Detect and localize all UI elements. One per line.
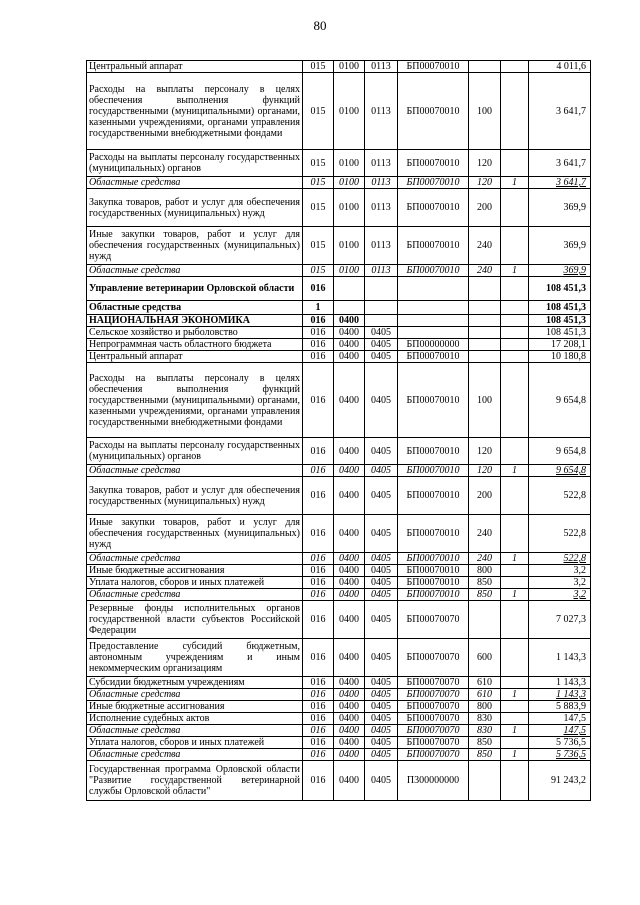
cell-code-pr: 0405 <box>365 639 398 677</box>
cell-code-gr: 016 <box>303 553 334 565</box>
table-row <box>87 677 591 689</box>
cell-item-name: Сельское хозяйство и рыболовство <box>87 327 303 339</box>
cell-item-name: Центральный аппарат <box>87 61 303 73</box>
table-row <box>87 725 591 737</box>
cell-code-gr: 016 <box>303 327 334 339</box>
cell-code-csr: БП00070070 <box>398 701 469 713</box>
cell-code-csr: БП00070010 <box>398 465 469 477</box>
cell-code-vr: 120 <box>469 150 501 177</box>
cell-code-csr <box>398 327 469 339</box>
cell-code-vr <box>469 301 501 315</box>
cell-item-name: Закупка товаров, работ и услуг для обеспечения государственных (муниципальных) нужд <box>87 477 303 515</box>
cell-code-vr <box>469 601 501 639</box>
table-body <box>87 61 591 801</box>
cell-code-csr: БП00070070 <box>398 713 469 725</box>
cell-code-vr: 850 <box>469 589 501 601</box>
cell-amount: 369,9 <box>529 227 591 265</box>
cell-amount: 147,5 <box>529 713 591 725</box>
table-row <box>87 713 591 725</box>
cell-code-csr: БП00070010 <box>398 351 469 363</box>
cell-item-name: Центральный аппарат <box>87 351 303 363</box>
cell-code-csr: БП00070010 <box>398 265 469 277</box>
table-row <box>87 277 591 301</box>
table-row <box>87 265 591 277</box>
cell-code-rz: 0400 <box>334 438 365 465</box>
table-row <box>87 189 591 227</box>
cell-code-source: 1 <box>501 265 529 277</box>
cell-code-gr: 015 <box>303 227 334 265</box>
table-row <box>87 577 591 589</box>
cell-item-name: Областные средства <box>87 689 303 701</box>
cell-code-pr: 0113 <box>365 73 398 150</box>
cell-item-name: Областные средства <box>87 725 303 737</box>
cell-code-pr <box>365 315 398 327</box>
cell-code-vr: 120 <box>469 438 501 465</box>
cell-code-csr: БП00070010 <box>398 553 469 565</box>
cell-code-vr: 610 <box>469 689 501 701</box>
cell-code-csr: БП00070010 <box>398 363 469 438</box>
cell-code-pr: 0405 <box>365 339 398 351</box>
cell-code-pr: 0405 <box>365 761 398 801</box>
cell-code-vr <box>469 351 501 363</box>
cell-code-rz: 0100 <box>334 61 365 73</box>
cell-amount: 108 451,3 <box>529 315 591 327</box>
cell-code-source <box>501 339 529 351</box>
table-row <box>87 351 591 363</box>
cell-code-rz: 0400 <box>334 565 365 577</box>
table-row <box>87 438 591 465</box>
cell-code-gr: 016 <box>303 515 334 553</box>
cell-code-pr: 0405 <box>365 601 398 639</box>
cell-code-source <box>501 189 529 227</box>
cell-amount: 108 451,3 <box>529 301 591 315</box>
table-row <box>87 565 591 577</box>
cell-code-csr: БП00070010 <box>398 515 469 553</box>
cell-amount: 369,9 <box>529 265 591 277</box>
cell-code-vr: 830 <box>469 713 501 725</box>
cell-code-rz: 0400 <box>334 327 365 339</box>
cell-code-vr: 800 <box>469 565 501 577</box>
cell-code-pr: 0405 <box>365 725 398 737</box>
cell-code-source: 1 <box>501 749 529 761</box>
cell-amount: 91 243,2 <box>529 761 591 801</box>
cell-item-name: Областные средства <box>87 589 303 601</box>
cell-code-gr: 016 <box>303 749 334 761</box>
cell-item-name: Иные бюджетные ассигнования <box>87 565 303 577</box>
cell-code-source <box>501 639 529 677</box>
table-row <box>87 465 591 477</box>
cell-code-rz: 0100 <box>334 227 365 265</box>
cell-amount: 522,8 <box>529 477 591 515</box>
cell-code-csr: БП00070070 <box>398 749 469 761</box>
cell-code-pr: 0405 <box>365 565 398 577</box>
cell-code-pr: 0405 <box>365 553 398 565</box>
cell-amount: 17 208,1 <box>529 339 591 351</box>
cell-code-rz: 0400 <box>334 315 365 327</box>
cell-code-rz: 0400 <box>334 553 365 565</box>
cell-code-rz <box>334 277 365 301</box>
cell-code-rz: 0400 <box>334 639 365 677</box>
cell-code-vr: 800 <box>469 701 501 713</box>
cell-code-source <box>501 577 529 589</box>
cell-code-csr: БП00070070 <box>398 737 469 749</box>
cell-code-rz: 0400 <box>334 363 365 438</box>
cell-item-name: Управление ветеринарии Орловской области <box>87 277 303 301</box>
table-row <box>87 327 591 339</box>
cell-item-name: Закупка товаров, работ и услуг для обеспечения государственных (муниципальных) нужд <box>87 189 303 227</box>
cell-item-name: Областные средства <box>87 465 303 477</box>
cell-code-vr: 100 <box>469 73 501 150</box>
cell-code-source <box>501 315 529 327</box>
cell-amount: 3 641,7 <box>529 150 591 177</box>
cell-code-source <box>501 363 529 438</box>
cell-code-source <box>501 713 529 725</box>
cell-code-vr: 830 <box>469 725 501 737</box>
cell-amount: 5 736,5 <box>529 749 591 761</box>
cell-item-name: Субсидии бюджетным учреждениям <box>87 677 303 689</box>
cell-item-name: Предоставление субсидий бюджетным, автономным учреждениям и иным некоммерческим организациям <box>87 639 303 677</box>
cell-code-gr: 016 <box>303 761 334 801</box>
cell-amount: 10 180,8 <box>529 351 591 363</box>
cell-code-vr: 850 <box>469 737 501 749</box>
cell-code-source: 1 <box>501 553 529 565</box>
cell-code-rz: 0400 <box>334 749 365 761</box>
table-row <box>87 339 591 351</box>
cell-code-csr: БП00070070 <box>398 601 469 639</box>
cell-code-pr: 0405 <box>365 327 398 339</box>
cell-item-name: Непрограммная часть областного бюджета <box>87 339 303 351</box>
cell-item-name: Расходы на выплаты персоналу государственных (муниципальных) органов <box>87 438 303 465</box>
cell-code-source: 1 <box>501 725 529 737</box>
cell-amount: 1 143,3 <box>529 689 591 701</box>
cell-code-source <box>501 737 529 749</box>
cell-code-gr: 016 <box>303 639 334 677</box>
cell-code-gr: 016 <box>303 677 334 689</box>
cell-code-source <box>501 301 529 315</box>
cell-code-source <box>501 227 529 265</box>
cell-code-vr: 850 <box>469 577 501 589</box>
cell-code-vr: 610 <box>469 677 501 689</box>
cell-item-name: Областные средства <box>87 177 303 189</box>
cell-code-csr: БП00070070 <box>398 689 469 701</box>
cell-code-pr: 0405 <box>365 363 398 438</box>
cell-code-vr <box>469 327 501 339</box>
cell-code-csr: БП00070010 <box>398 227 469 265</box>
cell-code-gr: 016 <box>303 477 334 515</box>
cell-code-csr: БП00070070 <box>398 677 469 689</box>
cell-code-rz: 0400 <box>334 465 365 477</box>
cell-code-pr: 0405 <box>365 737 398 749</box>
cell-code-gr: 1 <box>303 301 334 315</box>
cell-code-rz: 0100 <box>334 177 365 189</box>
cell-amount: 3,2 <box>529 565 591 577</box>
cell-code-rz: 0100 <box>334 189 365 227</box>
cell-code-vr: 850 <box>469 749 501 761</box>
cell-code-pr: 0113 <box>365 61 398 73</box>
table-row <box>87 177 591 189</box>
cell-code-pr <box>365 301 398 315</box>
cell-code-vr: 120 <box>469 177 501 189</box>
table-row <box>87 227 591 265</box>
cell-code-vr <box>469 339 501 351</box>
cell-code-gr: 016 <box>303 577 334 589</box>
cell-code-csr: БП00070070 <box>398 725 469 737</box>
cell-amount: 1 143,3 <box>529 639 591 677</box>
cell-code-rz: 0400 <box>334 713 365 725</box>
cell-item-name: Уплата налогов, сборов и иных платежей <box>87 737 303 749</box>
cell-code-csr: БП00070010 <box>398 150 469 177</box>
cell-code-pr: 0405 <box>365 515 398 553</box>
cell-amount: 3 641,7 <box>529 177 591 189</box>
cell-code-pr: 0405 <box>365 713 398 725</box>
cell-item-name: Областные средства <box>87 553 303 565</box>
cell-code-vr <box>469 761 501 801</box>
cell-code-source <box>501 701 529 713</box>
cell-code-gr: 016 <box>303 339 334 351</box>
cell-code-rz: 0100 <box>334 73 365 150</box>
cell-amount: 5 736,5 <box>529 737 591 749</box>
cell-item-name: Областные средства <box>87 265 303 277</box>
table-row <box>87 315 591 327</box>
cell-item-name: Расходы на выплаты персоналу государственных (муниципальных) органов <box>87 150 303 177</box>
cell-code-source <box>501 351 529 363</box>
cell-code-gr: 016 <box>303 351 334 363</box>
cell-code-vr: 240 <box>469 227 501 265</box>
cell-code-rz: 0400 <box>334 339 365 351</box>
cell-item-name: Иные закупки товаров, работ и услуг для обеспечения государственных (муниципальных) нужд <box>87 515 303 553</box>
cell-code-csr: БП00070010 <box>398 565 469 577</box>
cell-code-gr: 016 <box>303 315 334 327</box>
cell-code-pr: 0405 <box>365 701 398 713</box>
cell-code-gr: 015 <box>303 61 334 73</box>
cell-code-gr: 016 <box>303 601 334 639</box>
page-number: 80 <box>313 18 327 33</box>
cell-code-vr: 240 <box>469 553 501 565</box>
cell-code-gr: 015 <box>303 265 334 277</box>
table-row <box>87 363 591 438</box>
cell-code-csr: П300000000 <box>398 761 469 801</box>
cell-code-gr: 015 <box>303 73 334 150</box>
cell-item-name: Иные бюджетные ассигнования <box>87 701 303 713</box>
cell-code-gr: 015 <box>303 177 334 189</box>
cell-amount: 522,8 <box>529 553 591 565</box>
cell-item-name: Уплата налогов, сборов и иных платежей <box>87 577 303 589</box>
cell-code-source <box>501 150 529 177</box>
cell-code-csr: БП00070010 <box>398 589 469 601</box>
cell-code-csr: БП00070010 <box>398 438 469 465</box>
cell-code-vr <box>469 315 501 327</box>
table-row <box>87 761 591 801</box>
cell-code-rz: 0400 <box>334 515 365 553</box>
cell-code-gr: 016 <box>303 701 334 713</box>
cell-code-source: 1 <box>501 465 529 477</box>
cell-item-name: НАЦИОНАЛЬНАЯ ЭКОНОМИКА <box>87 315 303 327</box>
cell-code-csr: БП00070010 <box>398 577 469 589</box>
cell-code-rz: 0400 <box>334 477 365 515</box>
cell-code-vr: 200 <box>469 189 501 227</box>
cell-code-vr: 120 <box>469 465 501 477</box>
cell-code-rz: 0400 <box>334 725 365 737</box>
cell-code-source: 1 <box>501 589 529 601</box>
cell-item-name: Резервные фонды исполнительных органов государственной власти субъектов Российской Федерации <box>87 601 303 639</box>
cell-code-rz: 0400 <box>334 737 365 749</box>
cell-code-source <box>501 601 529 639</box>
cell-code-csr <box>398 277 469 301</box>
cell-code-source: 1 <box>501 177 529 189</box>
cell-code-pr: 0405 <box>365 465 398 477</box>
cell-code-gr: 016 <box>303 363 334 438</box>
cell-amount: 1 143,3 <box>529 677 591 689</box>
cell-amount: 3 641,7 <box>529 73 591 150</box>
cell-amount: 3,2 <box>529 589 591 601</box>
cell-item-name: Государственная программа Орловской области "Развитие государственной ветеринарной службы Орловской области" <box>87 761 303 801</box>
table-row <box>87 515 591 553</box>
table-row <box>87 553 591 565</box>
cell-code-pr: 0405 <box>365 689 398 701</box>
cell-code-csr: БП00070010 <box>398 73 469 150</box>
table-row <box>87 477 591 515</box>
cell-item-name: Областные средства <box>87 749 303 761</box>
cell-code-pr: 0113 <box>365 177 398 189</box>
cell-code-pr: 0405 <box>365 749 398 761</box>
table-row <box>87 701 591 713</box>
cell-code-rz <box>334 301 365 315</box>
cell-code-source <box>501 73 529 150</box>
cell-item-name: Исполнение судебных актов <box>87 713 303 725</box>
cell-code-csr: БП00070070 <box>398 639 469 677</box>
cell-code-csr: БП00070010 <box>398 477 469 515</box>
cell-code-rz: 0400 <box>334 701 365 713</box>
cell-code-rz: 0400 <box>334 589 365 601</box>
cell-code-csr <box>398 301 469 315</box>
cell-code-pr: 0405 <box>365 577 398 589</box>
cell-amount: 522,8 <box>529 515 591 553</box>
cell-code-gr: 015 <box>303 189 334 227</box>
cell-code-pr <box>365 277 398 301</box>
cell-code-source <box>501 515 529 553</box>
cell-code-pr: 0405 <box>365 438 398 465</box>
cell-amount: 3,2 <box>529 577 591 589</box>
cell-code-rz: 0400 <box>334 577 365 589</box>
cell-amount: 108 451,3 <box>529 277 591 301</box>
cell-code-vr: 200 <box>469 477 501 515</box>
cell-code-gr: 016 <box>303 589 334 601</box>
cell-code-source: 1 <box>501 689 529 701</box>
cell-amount: 9 654,8 <box>529 363 591 438</box>
cell-amount: 7 027,3 <box>529 601 591 639</box>
cell-code-gr: 016 <box>303 725 334 737</box>
cell-code-rz: 0400 <box>334 761 365 801</box>
table-row <box>87 601 591 639</box>
budget-table <box>86 60 591 801</box>
cell-code-csr: БП00000000 <box>398 339 469 351</box>
cell-code-vr <box>469 61 501 73</box>
cell-code-source <box>501 565 529 577</box>
cell-code-source <box>501 477 529 515</box>
cell-code-source <box>501 61 529 73</box>
cell-code-source <box>501 761 529 801</box>
cell-code-vr: 600 <box>469 639 501 677</box>
cell-amount: 4 011,6 <box>529 61 591 73</box>
cell-code-vr: 240 <box>469 265 501 277</box>
cell-code-gr: 016 <box>303 465 334 477</box>
cell-code-pr: 0405 <box>365 677 398 689</box>
cell-code-pr: 0113 <box>365 265 398 277</box>
cell-amount: 369,9 <box>529 189 591 227</box>
cell-code-pr: 0405 <box>365 351 398 363</box>
cell-code-source <box>501 438 529 465</box>
cell-code-gr: 016 <box>303 713 334 725</box>
table-row <box>87 150 591 177</box>
cell-code-pr: 0405 <box>365 589 398 601</box>
cell-code-csr <box>398 315 469 327</box>
table-row <box>87 689 591 701</box>
cell-code-source <box>501 327 529 339</box>
cell-code-rz: 0400 <box>334 677 365 689</box>
cell-code-pr: 0113 <box>365 227 398 265</box>
cell-code-rz: 0400 <box>334 689 365 701</box>
table-row <box>87 61 591 73</box>
table-row <box>87 639 591 677</box>
cell-code-gr: 015 <box>303 150 334 177</box>
cell-item-name: Расходы на выплаты персоналу в целях обеспечения выполнения функций государственными (муниципальными) органами, казенными учреждениями, органами управления государственными внебюджетными фондами <box>87 363 303 438</box>
table-row <box>87 73 591 150</box>
cell-code-csr: БП00070010 <box>398 189 469 227</box>
cell-item-name: Иные закупки товаров, работ и услуг для обеспечения государственных (муниципальных) нужд <box>87 227 303 265</box>
cell-amount: 9 654,8 <box>529 438 591 465</box>
table-row <box>87 749 591 761</box>
cell-code-pr: 0405 <box>365 477 398 515</box>
cell-code-csr: БП00070010 <box>398 177 469 189</box>
cell-code-vr: 240 <box>469 515 501 553</box>
cell-code-rz: 0400 <box>334 351 365 363</box>
cell-code-rz: 0100 <box>334 265 365 277</box>
cell-code-pr: 0113 <box>365 189 398 227</box>
cell-code-pr: 0113 <box>365 150 398 177</box>
cell-code-source <box>501 677 529 689</box>
cell-amount: 9 654,8 <box>529 465 591 477</box>
cell-code-gr: 016 <box>303 737 334 749</box>
cell-code-source <box>501 277 529 301</box>
cell-amount: 147,5 <box>529 725 591 737</box>
cell-code-vr <box>469 277 501 301</box>
cell-code-gr: 016 <box>303 277 334 301</box>
table-row <box>87 301 591 315</box>
cell-code-gr: 016 <box>303 438 334 465</box>
cell-code-rz: 0400 <box>334 601 365 639</box>
cell-code-csr: БП00070010 <box>398 61 469 73</box>
cell-code-gr: 016 <box>303 565 334 577</box>
cell-code-vr: 100 <box>469 363 501 438</box>
table-row <box>87 737 591 749</box>
cell-amount: 108 451,3 <box>529 327 591 339</box>
cell-amount: 5 883,9 <box>529 701 591 713</box>
cell-code-rz: 0100 <box>334 150 365 177</box>
table-row <box>87 589 591 601</box>
cell-item-name: Областные средства <box>87 301 303 315</box>
cell-code-gr: 016 <box>303 689 334 701</box>
cell-item-name: Расходы на выплаты персоналу в целях обеспечения выполнения функций государственными (муниципальными) органами, казенными учреждениями, органами управления государственными внебюджетными фондами <box>87 73 303 150</box>
